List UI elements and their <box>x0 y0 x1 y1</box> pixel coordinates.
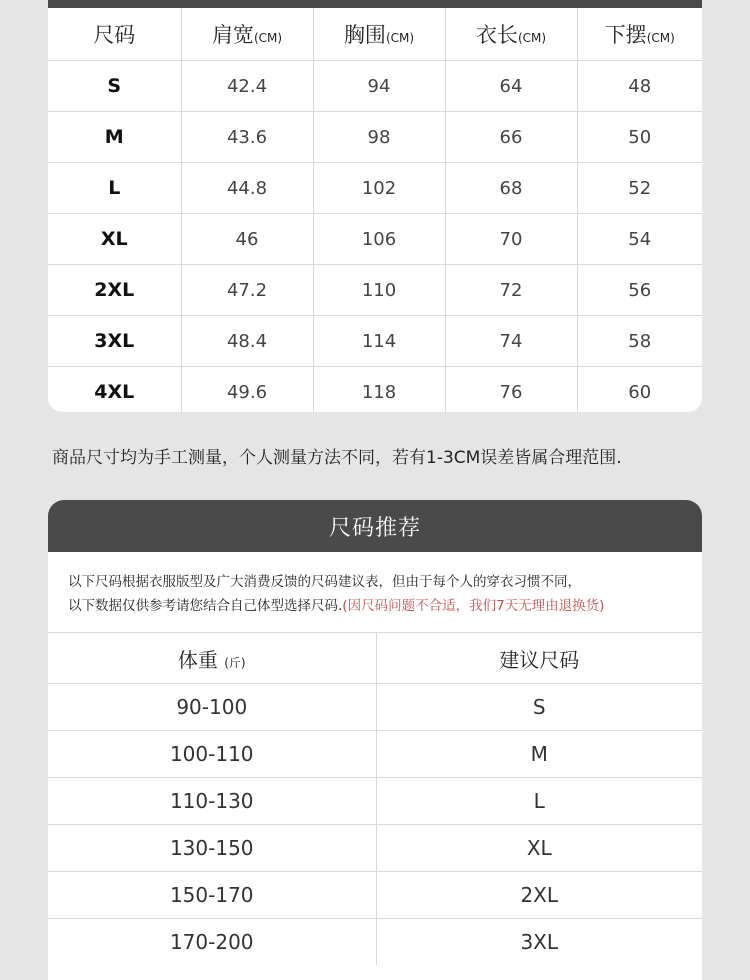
length-cell: 70 <box>445 214 577 265</box>
hem-cell: 48 <box>577 61 702 112</box>
chest-cell: 102 <box>313 163 445 214</box>
length-cell: 66 <box>445 112 577 163</box>
size-cell: 4XL <box>48 367 181 413</box>
table-row <box>48 163 702 214</box>
chest-cell: 106 <box>313 214 445 265</box>
suggested-size-cell: S <box>376 684 702 731</box>
size-cell: L <box>48 163 181 214</box>
table-row <box>48 731 702 778</box>
weight-range-cell: 170-200 <box>48 919 376 966</box>
return-policy-warning: (因尺码问题不合适，我们7天无理由退换货) <box>342 598 605 614</box>
shoulder-cell: 48.4 <box>181 316 313 367</box>
hem-cell: 50 <box>577 112 702 163</box>
weight-range-cell: 150-170 <box>48 872 376 919</box>
suggested-size-cell: M <box>376 731 702 778</box>
column-header-length: 衣长(CM) <box>445 8 577 61</box>
size-cell: 2XL <box>48 265 181 316</box>
shoulder-cell: 43.6 <box>181 112 313 163</box>
column-header-hem: 下摆(CM) <box>577 8 702 61</box>
chest-cell: 118 <box>313 367 445 413</box>
recommendation-header-row <box>48 633 702 684</box>
table-row <box>48 265 702 316</box>
hem-cell: 60 <box>628 381 652 403</box>
table-row <box>48 61 702 112</box>
weight-range-cell: 110-130 <box>48 778 376 825</box>
hem-cell: 54 <box>577 214 702 265</box>
hem-cell: 58 <box>577 316 702 367</box>
hem-cell: 52 <box>577 163 702 214</box>
chest-cell: 114 <box>313 316 445 367</box>
length-cell: 72 <box>445 265 577 316</box>
size-chart-card <box>48 0 702 412</box>
table-row <box>48 112 702 163</box>
hem-cell: 56 <box>577 265 702 316</box>
size-cell: S <box>48 61 181 112</box>
table-row <box>48 316 702 367</box>
length-cell: 64 <box>445 61 577 112</box>
table-row <box>48 684 702 731</box>
size-cell: M <box>48 112 181 163</box>
size-chart-header-row <box>48 8 702 61</box>
chest-cell: 94 <box>313 61 445 112</box>
shoulder-cell: 44.8 <box>181 163 313 214</box>
size-chart-header-bar <box>48 0 702 8</box>
size-chart-table <box>48 8 702 412</box>
shoulder-cell: 49.6 <box>181 367 313 413</box>
chest-cell: 98 <box>313 112 445 163</box>
table-row <box>48 778 702 825</box>
size-cell: XL <box>48 214 181 265</box>
recommendation-note-line-1: 以下尺码根据衣服版型及广大消费反馈的尺码建议表，但由于每个人的穿衣习惯不同， <box>68 574 581 590</box>
weight-range-cell: 130-150 <box>48 825 376 872</box>
table-row <box>48 825 702 872</box>
length-cell: 74 <box>445 316 577 367</box>
shoulder-cell: 47.2 <box>181 265 313 316</box>
column-header-size: 尺码 <box>48 8 181 61</box>
length-cell: 68 <box>445 163 577 214</box>
chest-cell: 110 <box>313 265 445 316</box>
suggested-size-cell: 2XL <box>376 872 702 919</box>
weight-range-cell: 90-100 <box>48 684 376 731</box>
table-row <box>48 214 702 265</box>
column-header-weight: 体重 (斤) <box>48 633 376 684</box>
suggested-size-cell: 3XL <box>376 919 702 966</box>
size-cell: 3XL <box>48 316 181 367</box>
table-row <box>48 919 702 966</box>
length-cell: 76 <box>445 367 577 413</box>
measurement-disclaimer: 商品尺寸均为手工测量，个人测量方法不同，若有1-3CM误差皆属合理范围. <box>52 448 622 468</box>
table-row <box>48 367 702 413</box>
shoulder-cell: 42.4 <box>181 61 313 112</box>
shoulder-cell: 46 <box>181 214 313 265</box>
column-header-chest: 胸围(CM) <box>313 8 445 61</box>
table-row <box>48 872 702 919</box>
recommendation-note-line-2 <box>68 594 684 618</box>
size-recommendation-card <box>48 500 702 980</box>
column-header-suggested-size: 建议尺码 <box>376 633 702 684</box>
recommendation-table <box>48 632 702 965</box>
recommendation-note-text: 以下数据仅供参考请您结合自己体型选择尺码. <box>68 598 343 614</box>
recommendation-title: 尺码推荐 <box>48 500 702 552</box>
suggested-size-cell: XL <box>376 825 702 872</box>
weight-range-cell: 100-110 <box>48 731 376 778</box>
column-header-shoulder: 肩宽(CM) <box>181 8 313 61</box>
suggested-size-cell: L <box>376 778 702 825</box>
recommendation-note <box>48 552 702 616</box>
